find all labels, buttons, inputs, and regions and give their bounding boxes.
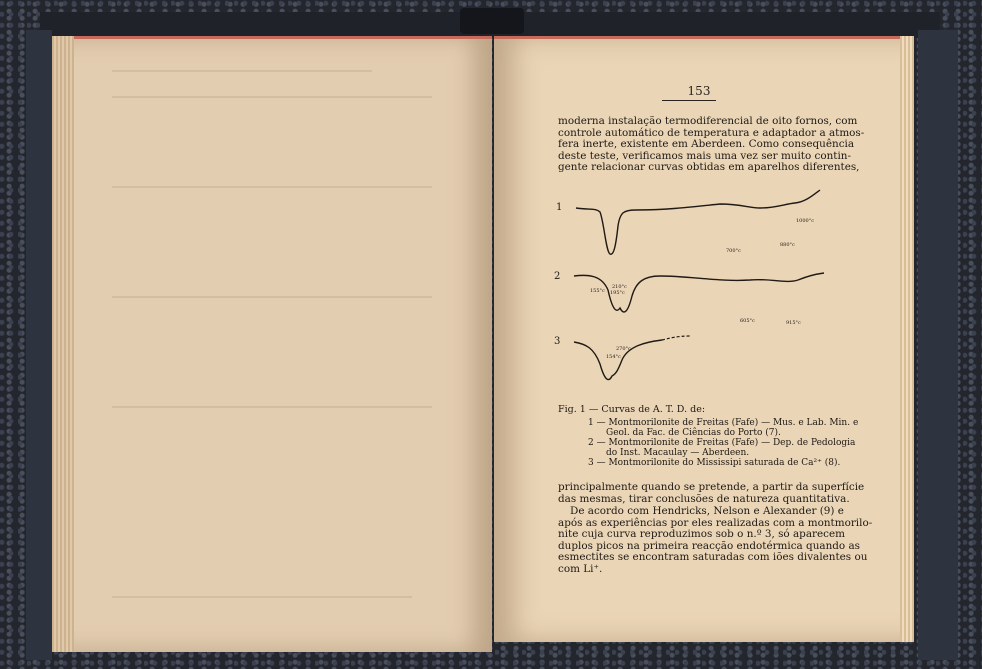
- text-line: nite cuja curva reproduzimos sob o n.º 3, só aparecem: [558, 528, 845, 541]
- figure-caption-title: Fig. 1 — Curvas de A. T. D. de:: [558, 404, 706, 415]
- right-page-red-edge: [494, 36, 914, 39]
- right-page-edges: [900, 36, 914, 642]
- text-line: das mesmas, tirar conclusões de natureza quantitativa.: [558, 492, 850, 505]
- top-paragraph: [558, 116, 864, 174]
- dta-figure: [550, 178, 850, 398]
- bleed-through-line: [112, 96, 432, 98]
- bleed-through-line: [112, 296, 432, 298]
- curve-number-3: 3: [554, 336, 561, 347]
- book-spine: [460, 8, 524, 34]
- bleed-through-line: [112, 406, 432, 408]
- page-number: 153: [687, 84, 711, 98]
- curve-2-label: 270°c: [616, 346, 631, 352]
- text-line: controle automático de temperatura e adaptador a atmos-: [558, 126, 865, 139]
- curve-3-dashed-extension: [662, 336, 690, 340]
- page-number-rule: [662, 100, 716, 101]
- caption-item-line: 3 — Montmorilonite do Mississipi saturada de Ca²⁺ (8).: [588, 458, 841, 468]
- text-line: fera inerte, existente em Aberdeen. Como consequência: [558, 138, 855, 151]
- curve-1-label: 195°c: [610, 290, 625, 296]
- text-line: gente relacionar curvas obtidas em aparelhos diferentes,: [558, 161, 860, 174]
- curve-1-label: 880°c: [780, 242, 795, 248]
- text-line: com Li⁺.: [558, 562, 603, 575]
- bottom-paragraph-2: [558, 506, 872, 576]
- text-line: após as experiências por eles realizadas com a montmorilo-: [558, 516, 873, 529]
- left-page-edges: [52, 36, 74, 652]
- cover-left-edge: [26, 30, 52, 660]
- cover-right-edge: [918, 30, 958, 660]
- curve-number-1: 1: [556, 202, 563, 213]
- text-line: deste teste, verificamos mais uma vez ser muito contin-: [558, 149, 852, 162]
- bleed-through-line: [112, 70, 372, 72]
- left-page-blank: [52, 36, 492, 652]
- curve-2-label: 154°c: [606, 354, 621, 360]
- caption-item-line: do Inst. Macaulay — Aberdeen.: [606, 448, 750, 458]
- text-line: duplos picos na primeira reacção endotérmica quando as: [558, 539, 861, 552]
- curve-2-label: 915°c: [786, 320, 801, 326]
- curve-1-label: 155°c: [590, 288, 605, 294]
- left-page-red-edge: [74, 36, 492, 39]
- bleed-through-line: [112, 596, 412, 598]
- right-page: [494, 36, 914, 642]
- curve-2-label: 605°c: [740, 318, 755, 324]
- text-line: esmectites se encontram saturadas com iões divalentes ou: [558, 551, 868, 564]
- caption-item-line: 2 — Montmorilonite de Freitas (Fafe) — Dep. de Pedologia: [588, 438, 856, 448]
- bottom-paragraph-1: [558, 482, 864, 505]
- curve-1-label: 700°c: [726, 248, 741, 254]
- curve-number-2: 2: [554, 271, 561, 282]
- text-line: De acordo com Hendricks, Nelson e Alexander (9) e: [570, 505, 844, 517]
- curve-1-label: 1000°c: [796, 218, 815, 224]
- text-line: principalmente quando se pretende, a partir da superfície: [558, 481, 865, 493]
- curve-1-label: 210°c: [612, 284, 627, 290]
- text-line: moderna instalação termodiferencial de oito fornos, com: [558, 115, 858, 127]
- caption-item-line: Geol. da Fac. de Ciências do Porto (7).: [606, 428, 781, 438]
- bleed-through-line: [112, 186, 432, 188]
- caption-item-line: 1 — Montmorilonite de Freitas (Fafe) — Mus. e Lab. Min. e: [588, 418, 859, 428]
